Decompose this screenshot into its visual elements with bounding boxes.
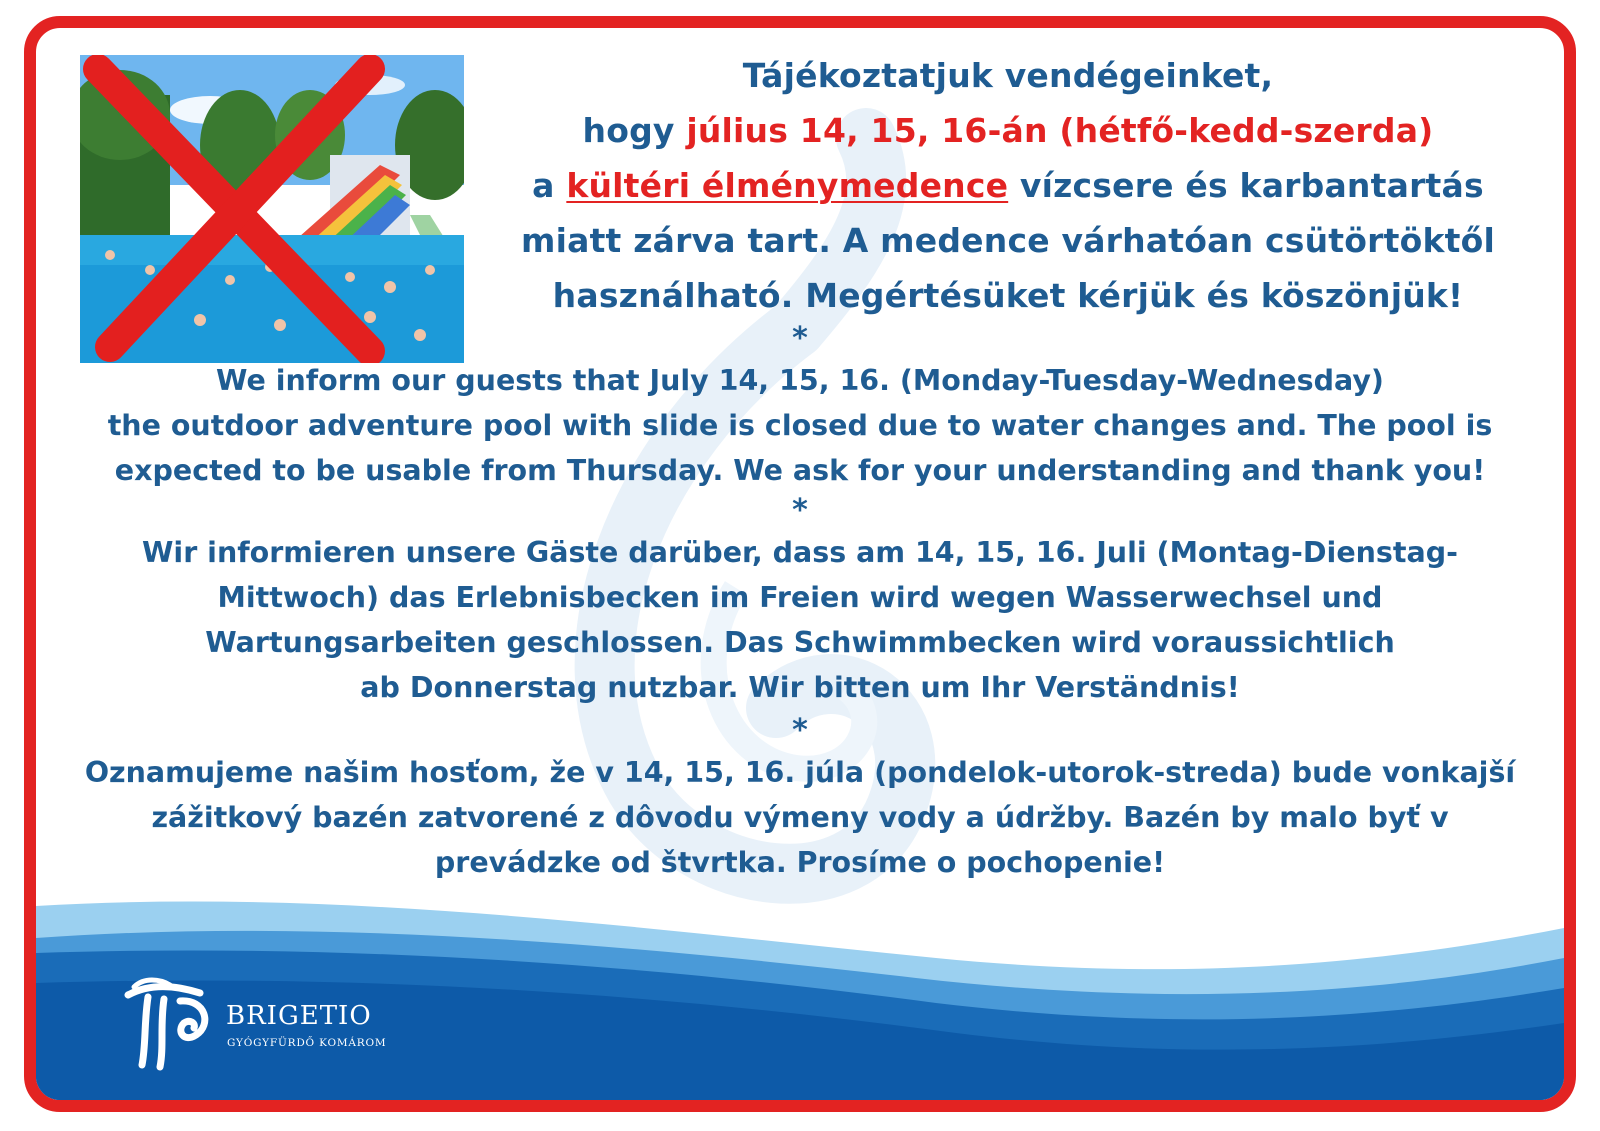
brigetio-logo bbox=[120, 973, 420, 1073]
german-line: Wartungsarbeiten geschlossen. Das Schwimmbecken wird voraussichtlich bbox=[205, 626, 1395, 659]
separator-star: * bbox=[792, 321, 808, 356]
english-line: expected to be usable from Thursday. We ask for your understanding and thank you! bbox=[114, 454, 1486, 487]
english-line: the outdoor adventure pool with slide is closed due to water changes and. The pool is bbox=[107, 409, 1493, 442]
german-notice bbox=[36, 530, 1564, 710]
english-line: We inform our guests that July 14, 15, 16. (Monday-Tuesday-Wednesday) bbox=[216, 364, 1384, 397]
brigetio-logo-icon bbox=[120, 973, 220, 1073]
hungarian-notice bbox=[462, 48, 1554, 323]
german-line: ab Donnerstag nutzbar. Wir bitten um Ihr Verständnis! bbox=[360, 671, 1240, 704]
hungarian-line-3-prefix: a bbox=[532, 166, 567, 205]
hungarian-line-3-suffix: vízcsere és karbantartás bbox=[1008, 166, 1484, 205]
hungarian-line-2 bbox=[462, 103, 1554, 158]
separator-star: * bbox=[792, 713, 808, 748]
slovak-line: zážitkový bazén zatvorené z dôvodu výmeny vody a údržby. Bazén by malo byť v bbox=[151, 801, 1449, 834]
hungarian-line-3 bbox=[462, 158, 1554, 213]
slovak-notice bbox=[36, 750, 1564, 885]
hungarian-dates: július 14, 15, 16-án (hétfő-kedd-szerda) bbox=[686, 111, 1434, 150]
logo-name: BRIGETIO bbox=[226, 1001, 372, 1031]
logo-subtitle: GYÓGYFÜRDŐ KOMÁROM bbox=[227, 1037, 387, 1049]
german-line: Mittwoch) das Erlebnisbecken im Freien wird wegen Wasserwechsel und bbox=[217, 581, 1383, 614]
english-notice bbox=[36, 358, 1564, 493]
slovak-line: Oznamujeme našim hosťom, že v 14, 15, 16. júla (pondelok-utorok-streda) bude vonkajší bbox=[84, 756, 1516, 789]
german-line: Wir informieren unsere Gäste darüber, dass am 14, 15, 16. Juli (Montag-Dienstag- bbox=[142, 536, 1458, 569]
notice-frame bbox=[24, 16, 1576, 1112]
closed-pool-photo bbox=[80, 55, 464, 363]
hungarian-line-2-prefix: hogy bbox=[582, 111, 687, 150]
hungarian-line-1: Tájékoztatjuk vendégeinket, bbox=[742, 56, 1274, 95]
hungarian-line-4: miatt zárva tart. A medence várhatóan csütörtöktől bbox=[521, 221, 1495, 260]
hungarian-pool-name: kültéri élménymedence bbox=[566, 166, 1009, 205]
separator-star: * bbox=[792, 493, 808, 528]
slovak-line: prevádzke od štvrtka. Prosíme o pochopenie! bbox=[434, 846, 1166, 879]
hungarian-line-5: használható. Megértésüket kérjük és köszönjük! bbox=[552, 276, 1464, 315]
closed-pool-crossed-out-icon bbox=[80, 55, 464, 363]
